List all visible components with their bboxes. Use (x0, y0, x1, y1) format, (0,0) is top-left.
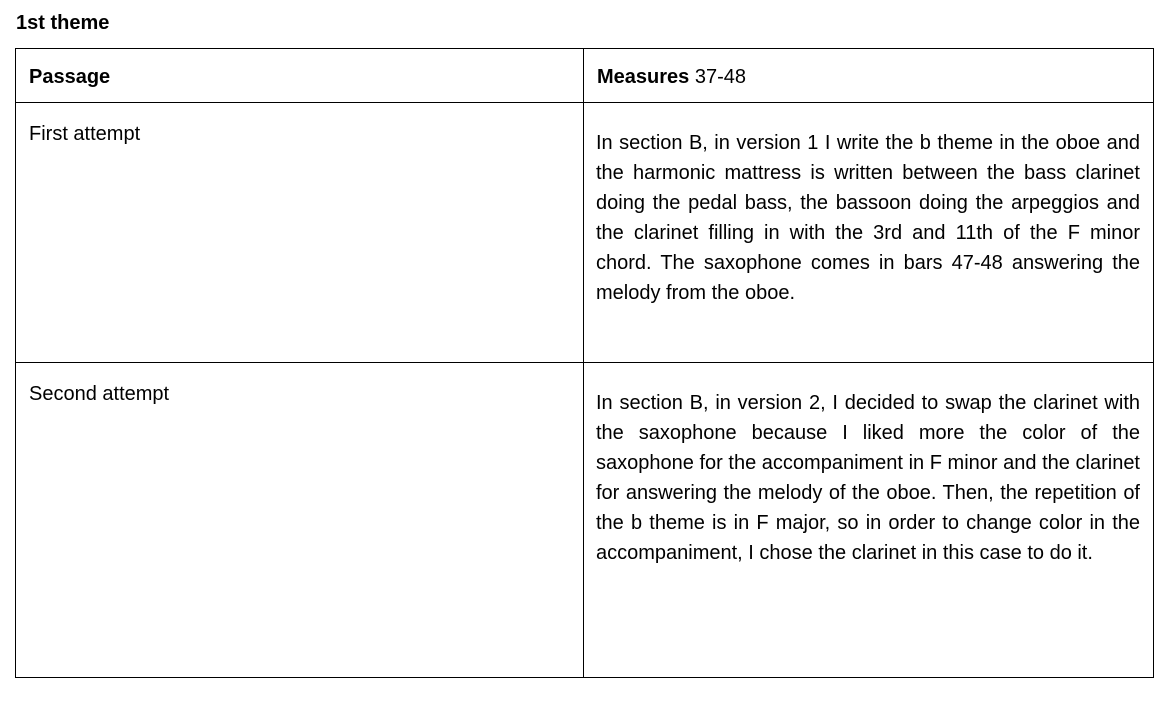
header-cell-measures (584, 49, 1154, 103)
passage-description: In section B, in version 2, I decided to swap the clarinet with the saxophone because I liked more the color of the saxophone for the accompaniment in F minor and the clarinet for answering the melody of the oboe. Then, the repetition of the b theme is in F major, so in order to change color in the accompaniment, I chose the clarinet in this case to do it. (596, 392, 1140, 564)
header-measures-range: 37-48 (689, 66, 746, 88)
table-row (16, 363, 1154, 678)
passage-description: In section B, in version 1 I write the b theme in the oboe and the harmonic mattress is written between the bass clarinet doing the pedal bass, the bassoon doing the arpeggios and the clarinet filling in with the 3rd and 11th of the F minor chord. The saxophone comes in bars 47-48 answering the melody from the oboe. (596, 132, 1140, 304)
passage-cell (16, 103, 584, 363)
header-measures-label: Measures (597, 66, 690, 88)
description-cell (584, 103, 1154, 363)
table-row (16, 103, 1154, 363)
passage-cell (16, 363, 584, 678)
header-cell-passage (16, 49, 584, 103)
passages-table (15, 48, 1154, 678)
passage-name: First attempt (29, 123, 141, 145)
description-cell (584, 363, 1154, 678)
header-passage-label: Passage (29, 66, 111, 88)
table-header-row (16, 49, 1154, 103)
section-title: 1st theme (16, 12, 110, 34)
passage-name: Second attempt (29, 383, 170, 405)
